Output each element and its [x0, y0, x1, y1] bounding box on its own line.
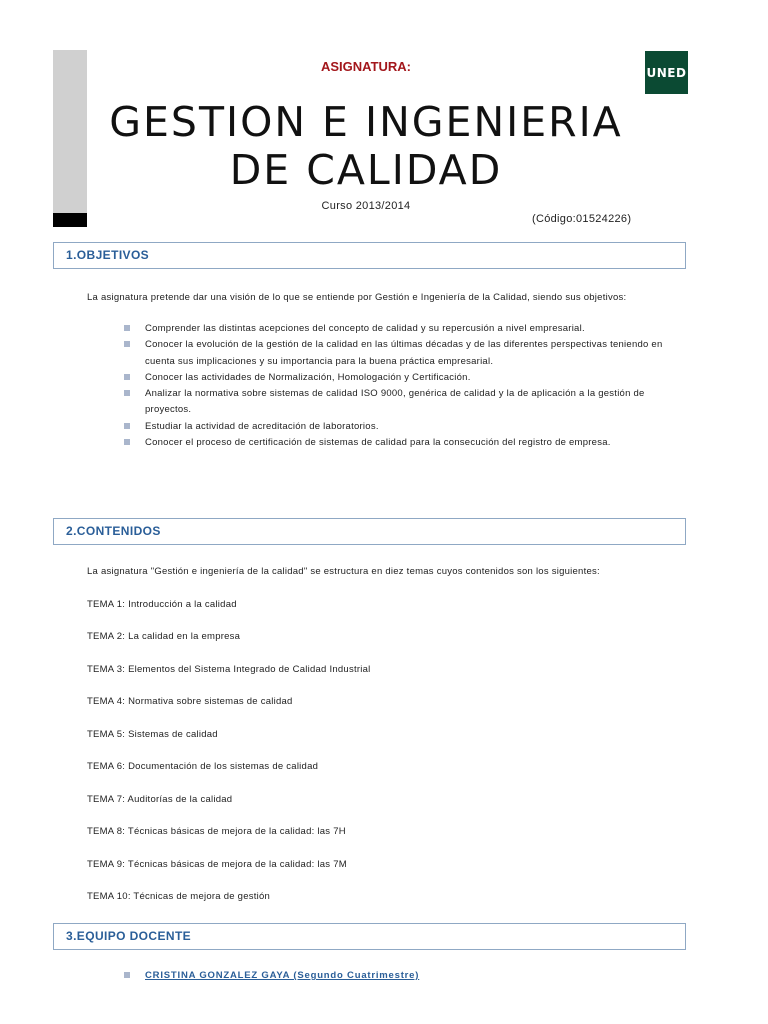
tema-item: TEMA 8: Técnicas básicas de mejora de la calidad: las 7H — [87, 826, 346, 837]
tema-item: TEMA 3: Elementos del Sistema Integrado de Calidad Industrial — [87, 664, 371, 675]
tema-item: TEMA 4: Normativa sobre sistemas de calidad — [87, 696, 293, 707]
docente-item — [124, 970, 419, 981]
codigo-label: (Código:01524226) — [532, 213, 632, 225]
list-item: Conocer las actividades de Normalización, Homologación y Certificación. — [124, 370, 686, 386]
page-title — [60, 98, 672, 194]
tema-item: TEMA 6: Documentación de los sistemas de calidad — [87, 761, 319, 772]
tema-item: TEMA 2: La calidad en la empresa — [87, 631, 241, 642]
uned-logo: UNED — [645, 51, 688, 94]
tema-item: TEMA 1: Introducción a la calidad — [87, 599, 237, 610]
objetivos-list — [124, 321, 686, 451]
list-item: Comprender las distintas acepciones del concepto de calidad y su repercusión a nivel empresarial. — [124, 321, 686, 337]
section-header-objetivos: 1.OBJETIVOS — [53, 242, 686, 269]
section-header-contenidos: 2.CONTENIDOS — [53, 518, 686, 545]
tema-item: TEMA 10: Técnicas de mejora de gestión — [87, 891, 271, 902]
list-item: Conocer el proceso de certificación de sistemas de calidad para la consecución del registro de empresa. — [124, 435, 686, 451]
tema-item: TEMA 7: Auditorías de la calidad — [87, 794, 233, 805]
objetivos-intro: La asignatura pretende dar una visión de lo que se entiende por Gestión e Ingeniería de la Calidad, siendo sus objetivos: — [87, 292, 627, 303]
list-item: Analizar la normativa sobre sistemas de calidad ISO 9000, genérica de calidad y la de aplicación a la gestión de proyectos. — [124, 386, 686, 419]
list-item: Estudiar la actividad de acreditación de laboratorios. — [124, 419, 686, 435]
docente-link[interactable]: CRISTINA GONZALEZ GAYA (Segundo Cuatrimestre) — [145, 970, 420, 981]
section-header-equipo-docente: 3.EQUIPO DOCENTE — [53, 923, 686, 950]
page-title-line-2: DE CALIDAD — [229, 146, 503, 194]
tema-item: TEMA 5: Sistemas de calidad — [87, 729, 218, 740]
decorative-side-bar-end — [53, 213, 87, 227]
asignatura-label: ASIGNATURA: — [320, 59, 412, 74]
list-item: Conocer la evolución de la gestión de la calidad en las últimas décadas y de las diferentes perspectivas teniendo en cuenta sus implicaciones y su importancia para la buena práctica empresarial. — [124, 337, 686, 370]
curso-label: Curso 2013/2014 — [321, 200, 411, 212]
contenidos-intro: La asignatura "Gestión e ingeniería de la calidad" se estructura en diez temas cuyos contenidos son los siguientes: — [87, 566, 600, 577]
tema-item: TEMA 9: Técnicas básicas de mejora de la calidad: las 7M — [87, 859, 347, 870]
page-title-line-1: GESTION E INGENIERIA — [109, 98, 623, 146]
